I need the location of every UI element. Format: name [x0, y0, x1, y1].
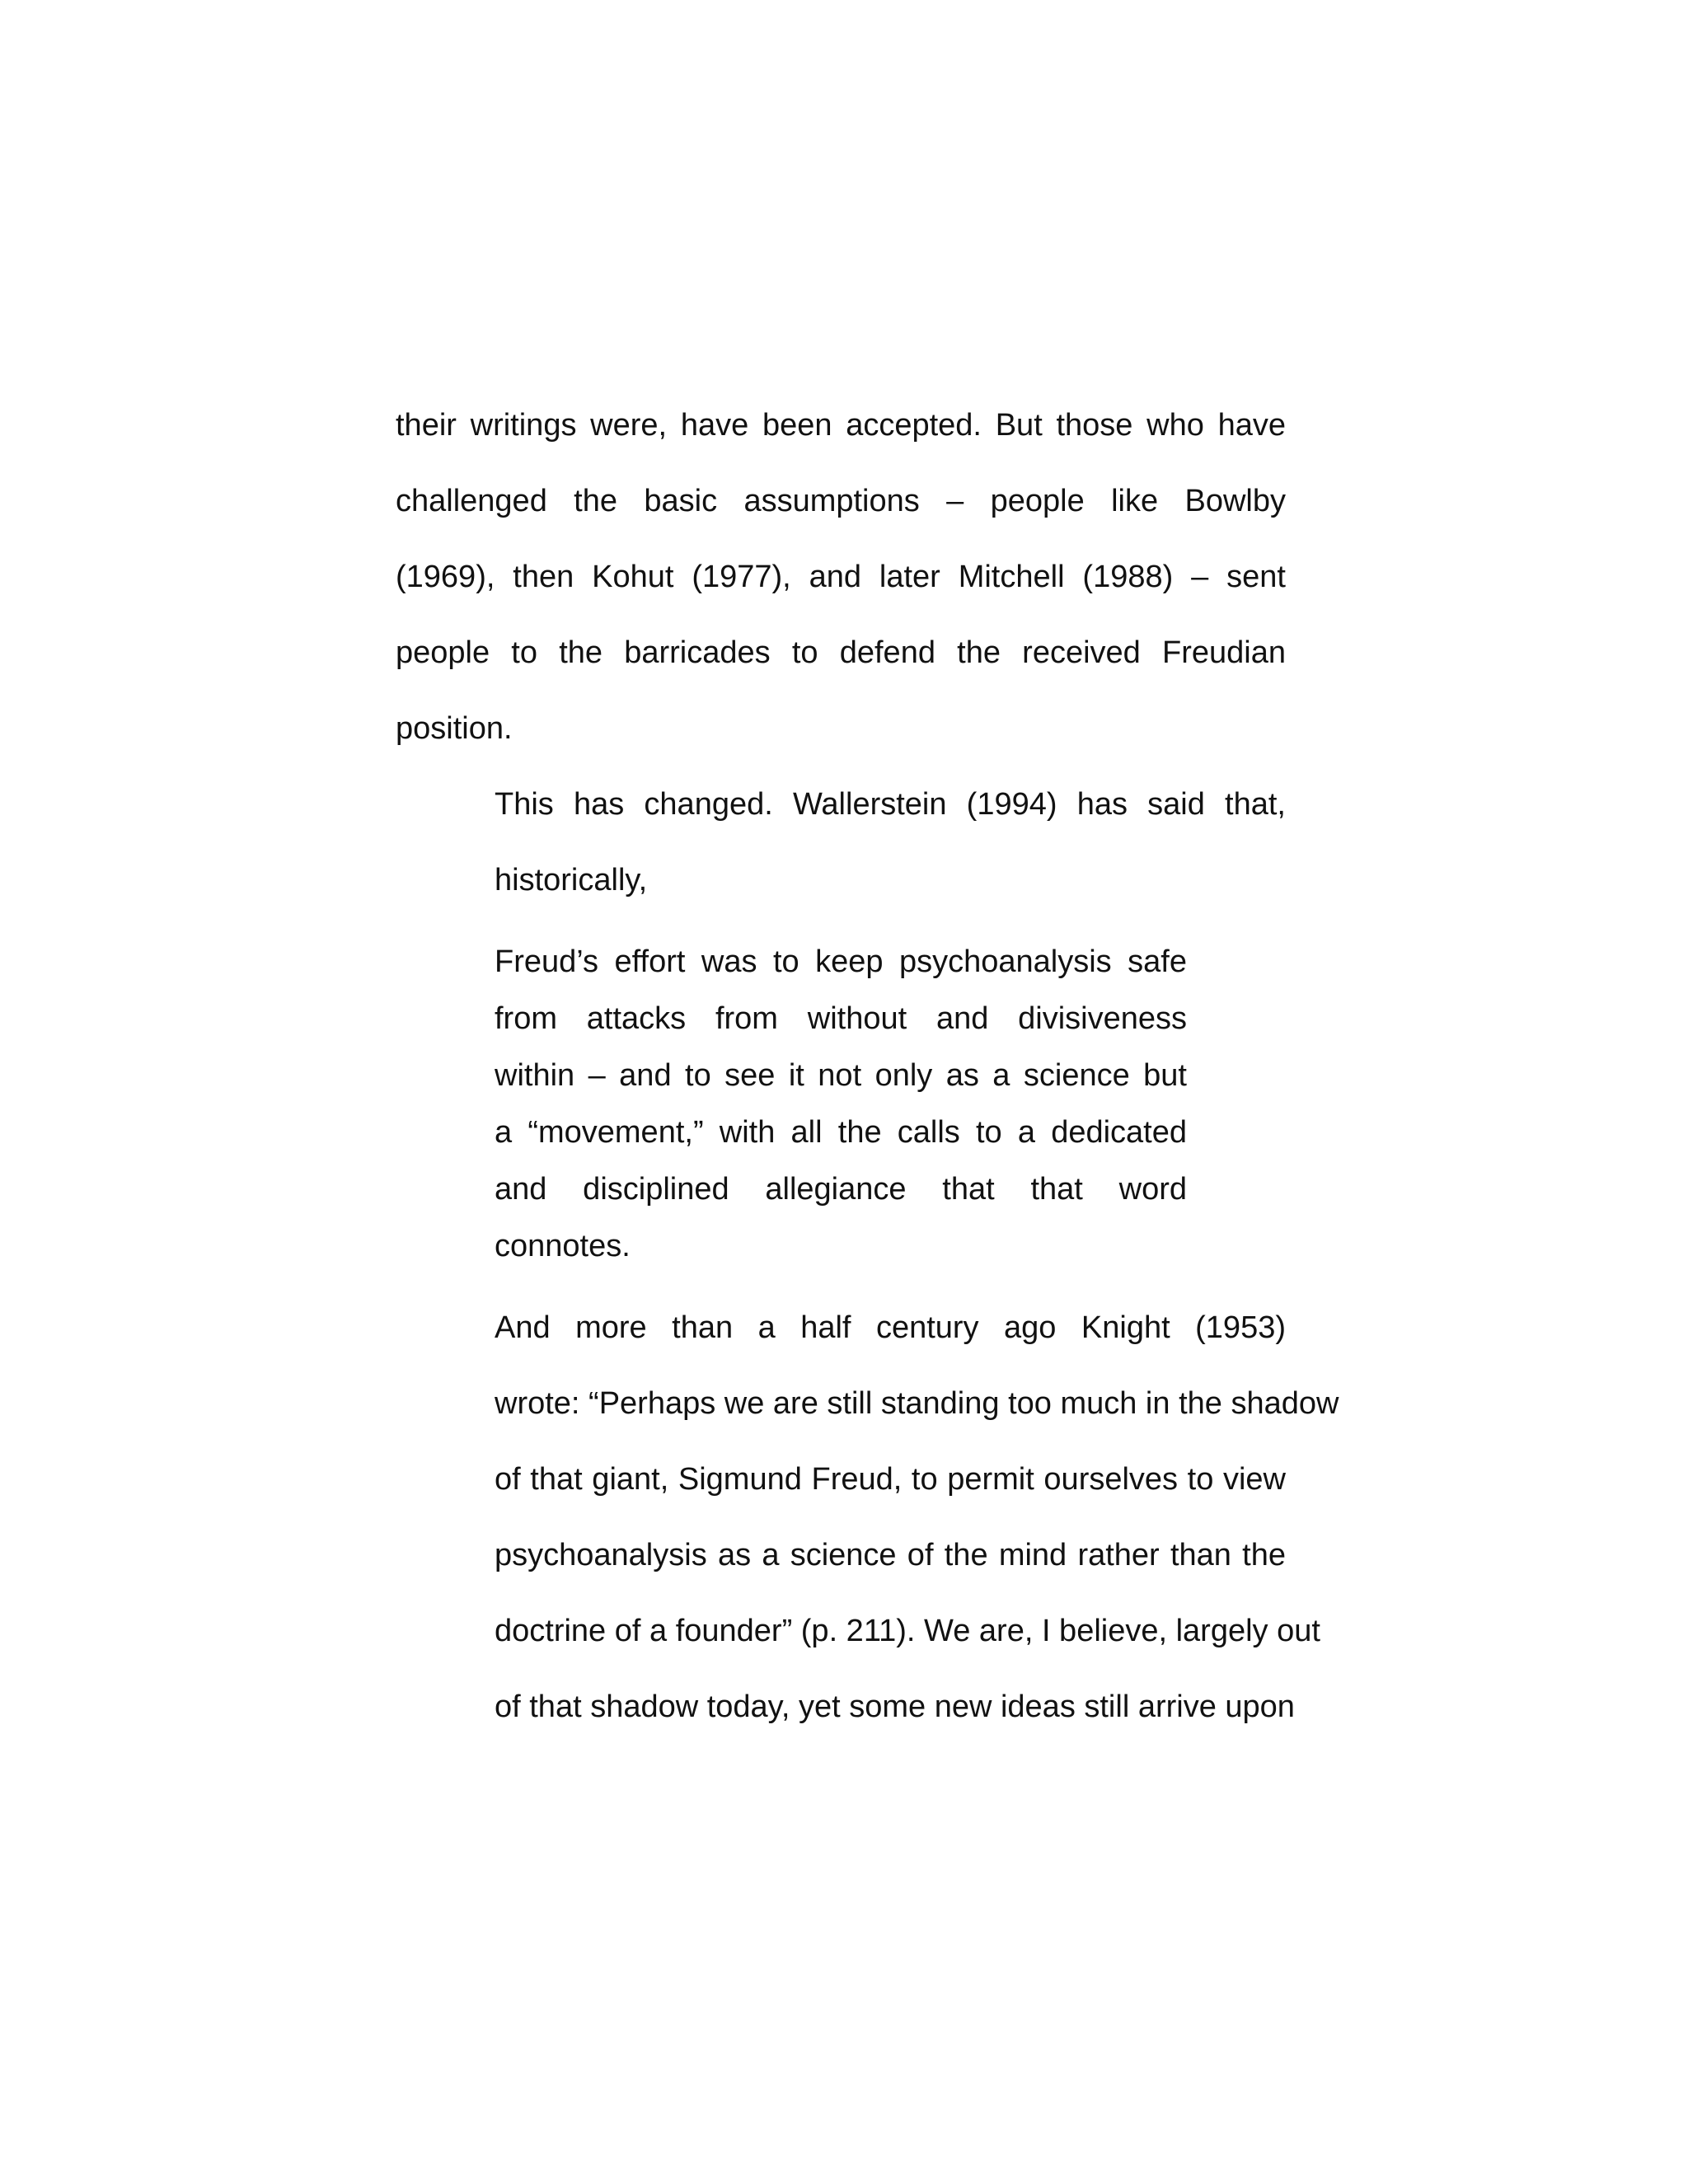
- block-quote: [495, 934, 1187, 1275]
- block-quote-line-4: a “movement,” with all the calls to a dedicated: [495, 1115, 1187, 1150]
- paragraph-3-line-2: wrote: “Perhaps we are still standing too much in the shadow: [495, 1386, 1339, 1421]
- paragraph-2-line-1: This has changed. Wallerstein (1994) has said that,: [495, 787, 1286, 822]
- block-quote-line-1: Freud’s effort was to keep psychoanalysis safe: [495, 944, 1187, 979]
- paragraph-2: [396, 766, 1286, 918]
- paragraph-3-line-4: psychoanalysis as a science of the mind rather than the: [495, 1538, 1286, 1572]
- paragraph-1-line-4: people to the barricades to defend the received Freudian: [396, 635, 1286, 670]
- paragraph-3-line-1: And more than a half century ago Knight (1953): [495, 1310, 1286, 1345]
- block-quote-line-6: connotes.: [495, 1229, 631, 1263]
- paragraph-1: [396, 387, 1286, 766]
- block-quote-line-3: within – and to see it not only as a science but: [495, 1058, 1187, 1093]
- paragraph-1-line-3: (1969), then Kohut (1977), and later Mitchell (1988) – sent: [396, 560, 1286, 594]
- paragraph-3-line-6: of that shadow today, yet some new ideas still arrive upon: [495, 1690, 1295, 1724]
- paragraph-1-line-1: their writings were, have been accepted. But those who have: [396, 408, 1286, 443]
- paragraph-3-line-5: doctrine of a founder” (p. 211). We are, I believe, largely out: [495, 1614, 1320, 1648]
- block-quote-line-2: from attacks from without and divisiveness: [495, 1001, 1187, 1036]
- paragraph-1-line-2: challenged the basic assumptions – people like Bowlby: [396, 484, 1286, 518]
- paragraph-1-line-5: position.: [396, 711, 513, 746]
- block-quote-line-5: and disciplined allegiance that that word: [495, 1172, 1187, 1207]
- paragraph-3: [396, 1290, 1339, 1745]
- paragraph-2-line-2: historically,: [495, 863, 648, 898]
- paragraph-3-line-3: of that giant, Sigmund Freud, to permit ourselves to view: [495, 1462, 1286, 1497]
